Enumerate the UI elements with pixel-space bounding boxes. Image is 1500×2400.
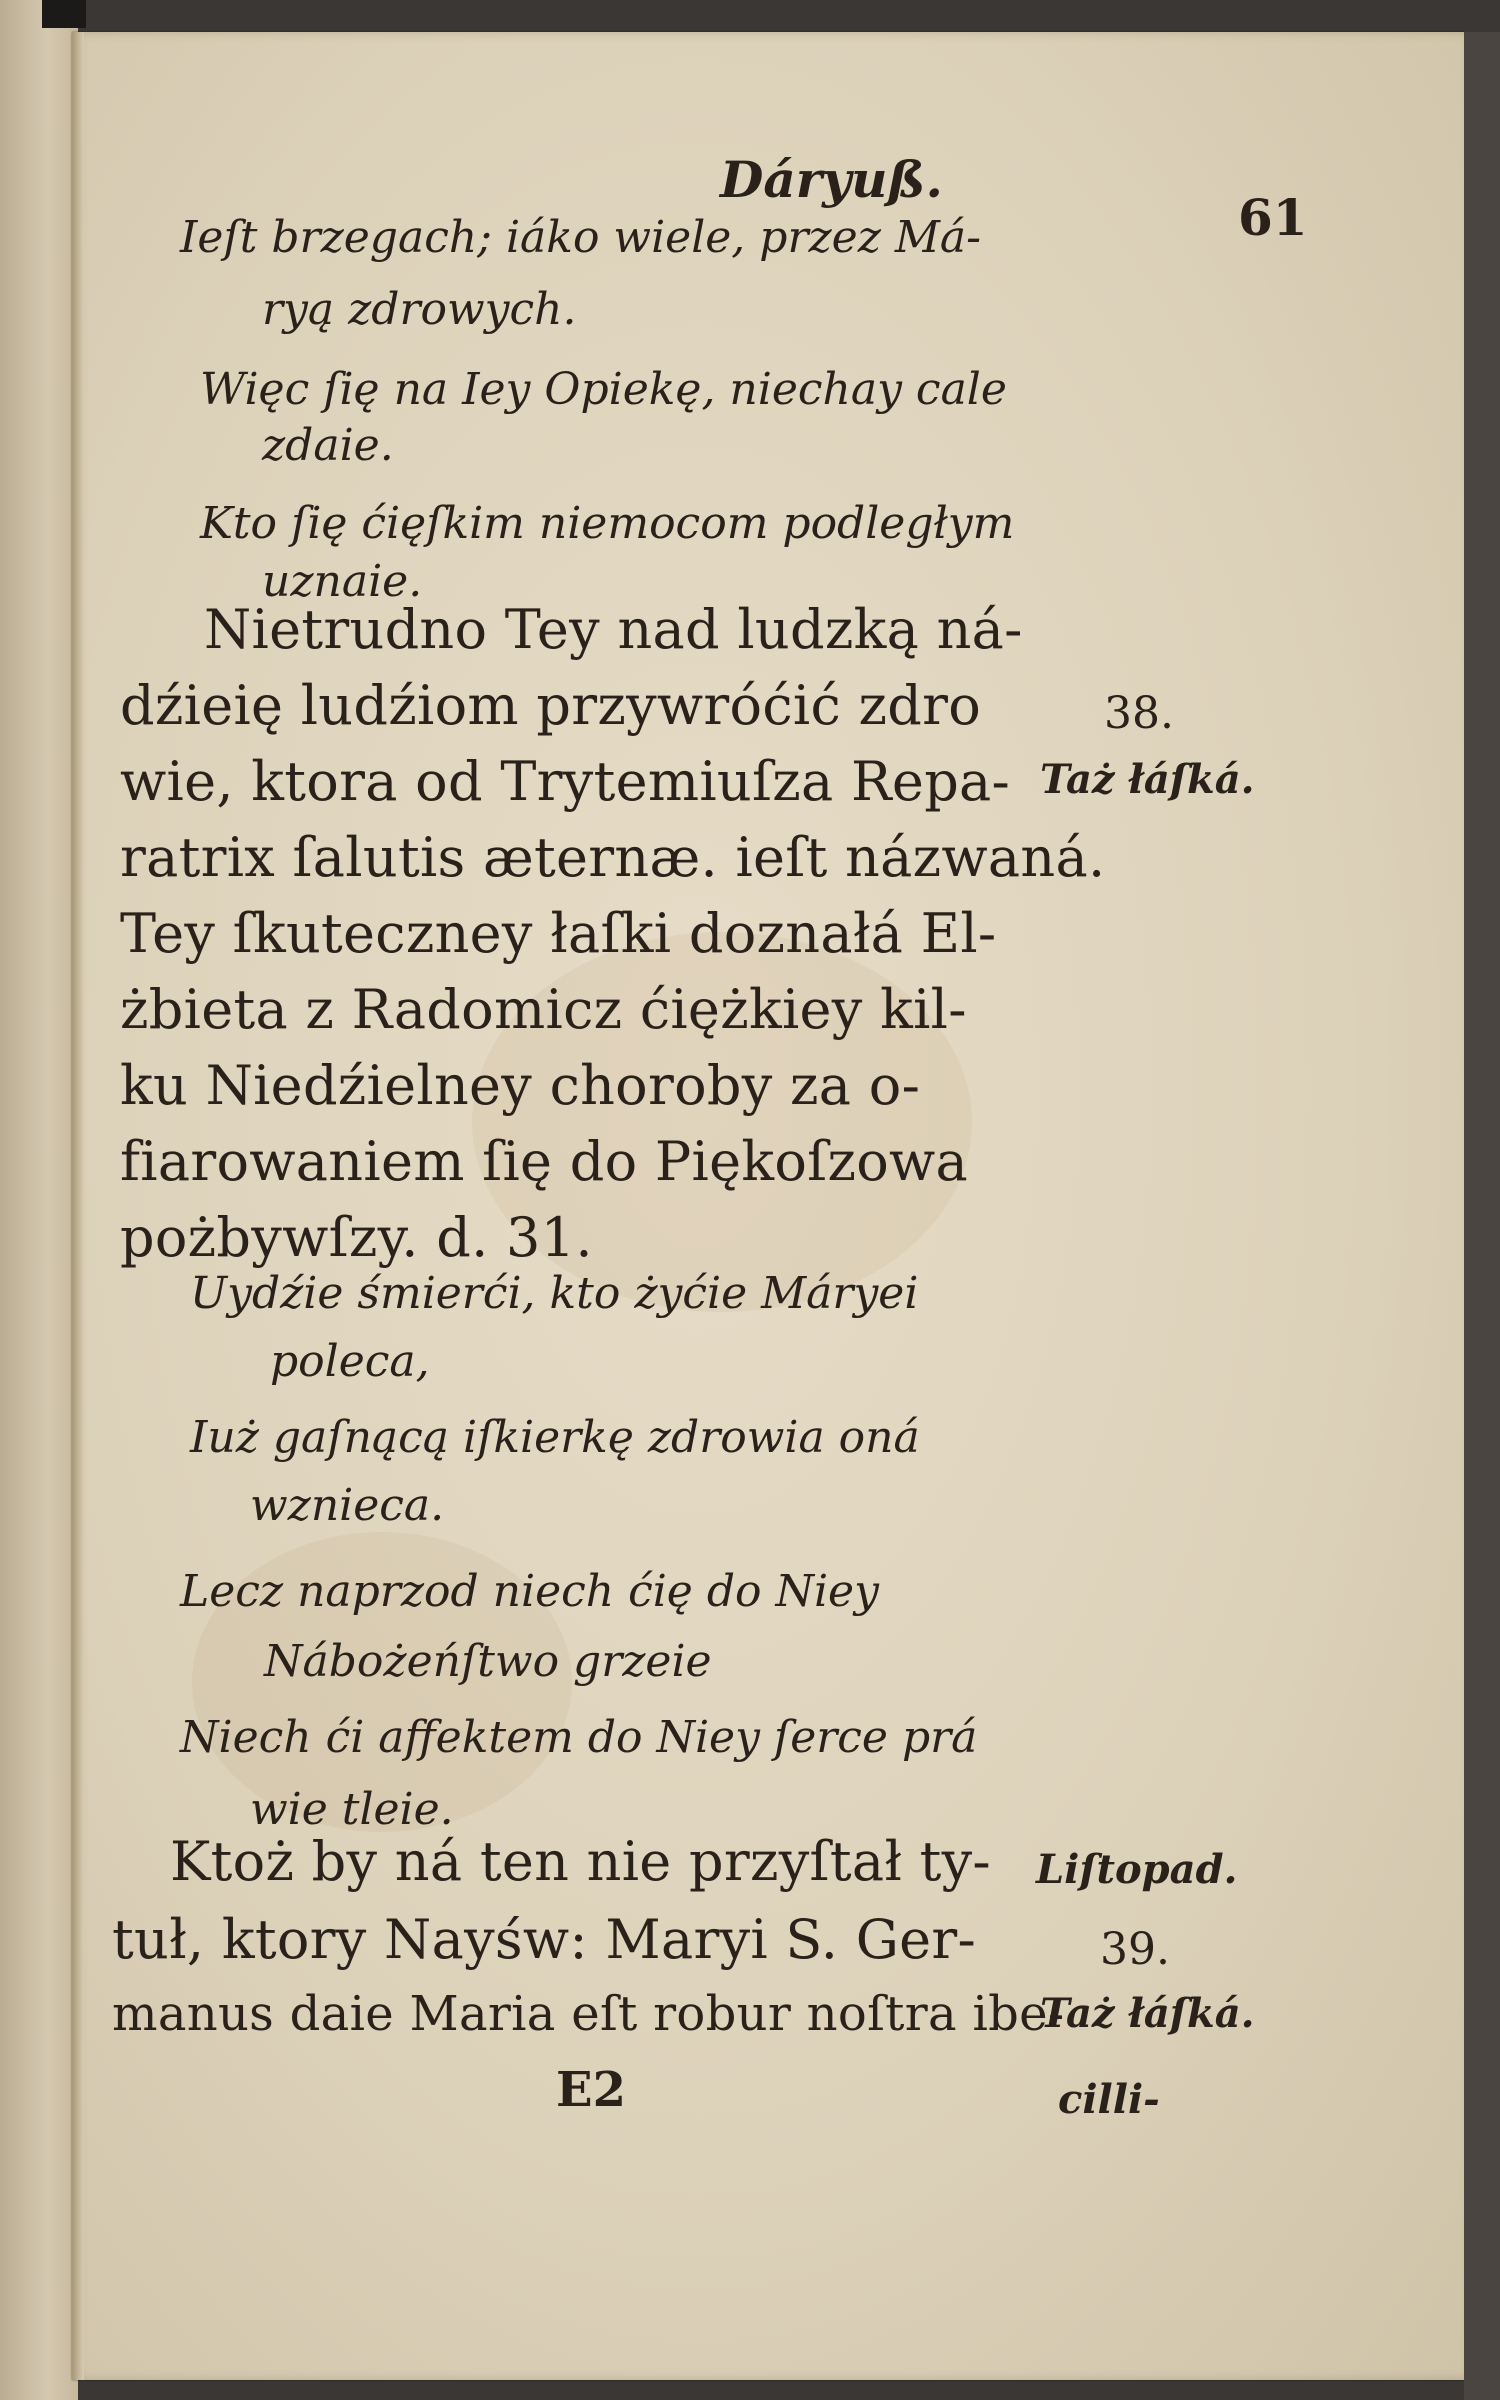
verse-line: Ieſt brzegach; iáko wiele, przez Má- [180, 212, 982, 263]
verse-line: uznaie. [262, 556, 423, 607]
facing-page-edge [0, 0, 78, 2400]
margin-number: 39. [1100, 1924, 1170, 1975]
verse-line: Niech ći affektem do Niey ſerce prá [180, 1712, 978, 1763]
verse-line: poleca, [270, 1336, 430, 1387]
running-head: Dáryuß. [720, 150, 943, 209]
scan-edge [1464, 32, 1500, 2400]
verse-line: Nábożeńſtwo grzeie [264, 1636, 712, 1687]
verse-line: wie tleie. [250, 1784, 454, 1835]
text-line: tuł, ktory Nayśw: Maryi S. Ger- [112, 1908, 977, 1971]
verse-line: wznieca. [250, 1480, 445, 1531]
verse-line: Uydźie śmierći, kto żyćie Máryei [190, 1268, 919, 1319]
margin-note: Taż łáſká. [1040, 756, 1255, 803]
text-line: dźieię ludźiom przywróćić zdro [120, 674, 982, 737]
signature-mark: E2 [556, 2062, 626, 2118]
text-line: Tey ſkuteczney łaſki doznałá El- [120, 902, 997, 965]
binding-tab [42, 0, 86, 28]
text-line: żbieta z Radomicz ćiężkiey kil- [120, 978, 967, 1041]
margin-number: 38. [1104, 688, 1174, 739]
margin-note: Taż łáſká. [1040, 1990, 1255, 2037]
verse-line: Więc ſię na Iey Opiekę, niechay cale [200, 364, 1007, 415]
verse-line: Iuż gaſnącą iſkierkę zdrowia oná [190, 1412, 920, 1463]
catchword: cilli- [1058, 2076, 1160, 2123]
text-line: wie, ktora od Trytemiuſza Repa- [120, 750, 1011, 813]
text-line: fiarowaniem ſię do Piękoſzowa [120, 1130, 969, 1193]
text-line: ratrix ſalutis æternæ. ieſt názwaná. [120, 826, 1106, 889]
verse-line: Kto ſię ćięſkim niemocom podległym [200, 498, 1015, 549]
text-line: Ktoż by ná ten nie przyſtał ty- [170, 1830, 991, 1893]
text-line: ku Niedźielney choroby za o- [120, 1054, 921, 1117]
text-line: pożbywſzy. d. 31. [120, 1206, 593, 1269]
text-line: Nietrudno Tey nad ludzką ná- [204, 598, 1023, 661]
verse-line: zdaie. [262, 420, 394, 471]
page-number: 61 [1238, 188, 1308, 247]
verse-line: ryą zdrowych. [262, 284, 577, 335]
margin-month: Liſtopad. [1036, 1846, 1238, 1893]
text-line: manus daie Maria eſt robur noſtra ibe- [112, 1986, 1065, 2042]
verse-line: Lecz naprzod niech ćię do Niey [180, 1566, 879, 1617]
page-gutter [72, 32, 84, 2380]
